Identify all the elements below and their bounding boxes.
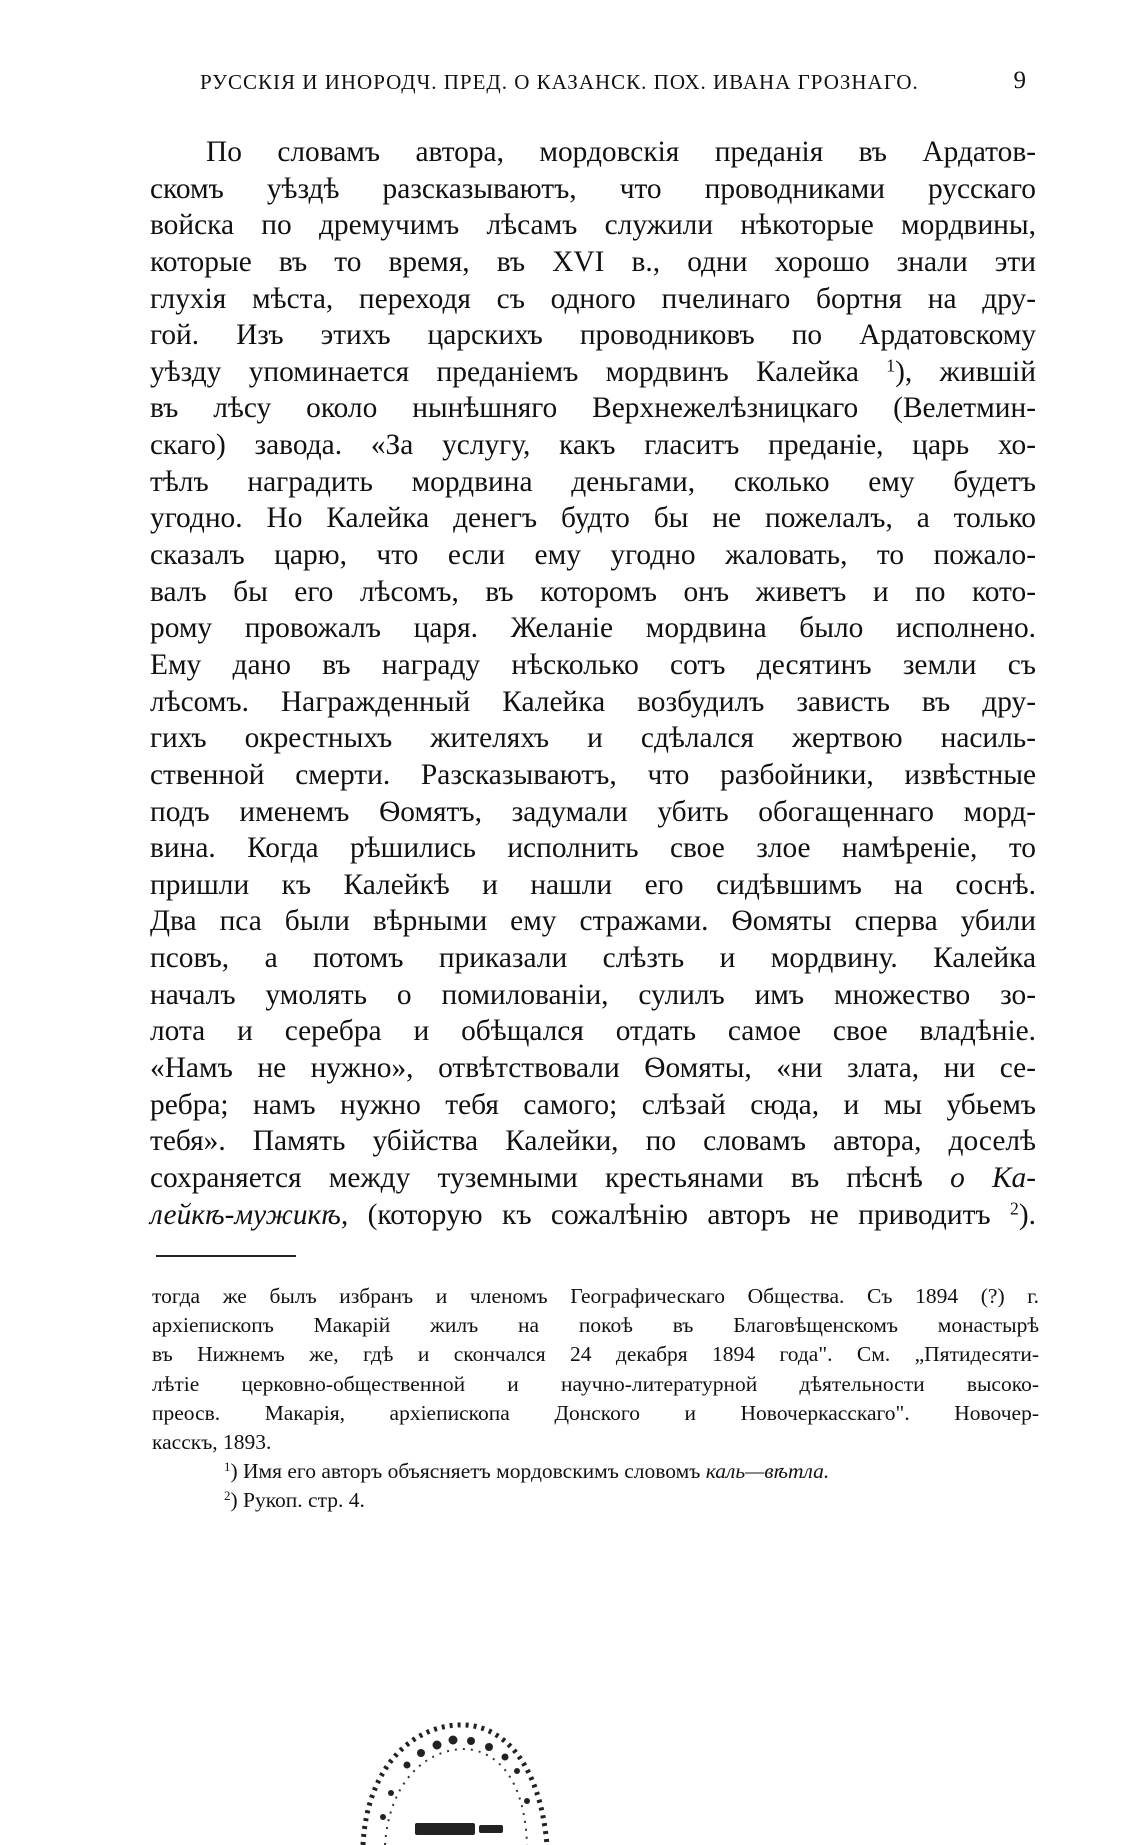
text-line: Два пса были вѣрными ему стражами. Ѳомяты сперва убили bbox=[150, 905, 1036, 938]
text-line: рому провожалъ царя. Желаніе мордвина было исполнено. bbox=[150, 612, 1036, 645]
text-fragment: ). bbox=[1018, 1198, 1036, 1231]
running-header bbox=[200, 67, 1026, 100]
text-fragment: уѣзду упоминается преданіемъ мордвинъ Калейка bbox=[150, 355, 859, 388]
text-line: По словамъ автора, мордовскія преданія въ Ардатов- bbox=[206, 136, 1036, 168]
text-line: вина. Когда рѣшились исполнить свое злое намѣреніе, то bbox=[150, 832, 1036, 865]
footnotes bbox=[152, 1282, 1039, 1516]
footnote-italic: каль—вѣтла. bbox=[705, 1459, 830, 1484]
footnote-separator bbox=[156, 1255, 296, 1257]
text-line: псовъ, а потомъ приказали слѣзть и мордвину. Калейка bbox=[150, 942, 1036, 975]
footnote-1 bbox=[152, 1457, 1039, 1486]
footnote-line: преосв. Макарія, архіепископа Донского и Новочеркасскаго". Новочер- bbox=[152, 1400, 1039, 1425]
text-line bbox=[150, 354, 1036, 391]
text-line: въ лѣсу около нынѣшняго Верхнежелѣзницкаго (Велетмин- bbox=[150, 392, 1036, 425]
footnote-ref-2: 2 bbox=[1010, 1197, 1019, 1218]
text-fragment: (которую къ сожалѣнію авторъ не приводитъ bbox=[348, 1198, 991, 1231]
footnote-line: касскъ, 1893. bbox=[152, 1429, 272, 1454]
text-line: тѣлъ наградить мордвина деньгами, сколько ему будетъ bbox=[150, 465, 1036, 498]
italic-song-title: лейкѣ-мужикѣ, bbox=[150, 1198, 349, 1231]
text-line: началъ умолять о помилованіи, сулилъ имъ множество зо- bbox=[150, 978, 1036, 1011]
footnote-line: тогда же былъ избранъ и членомъ Географическаго Общества. Съ 1894 (?) г. bbox=[152, 1284, 1039, 1308]
text-line: сказалъ царю, что если ему угодно жаловать, то пожало- bbox=[150, 539, 1036, 572]
text-line bbox=[150, 1160, 1036, 1197]
text-line: которые въ то время, въ XVI в., одни хорошо знали эти bbox=[150, 245, 1036, 278]
text-line bbox=[150, 1197, 1036, 1234]
text-line: Ему дано въ награду нѣсколько сотъ десятинъ земли съ bbox=[150, 648, 1036, 681]
footnote-line: лѣтіе церковно-общественной и научно-литературной дѣятельности высоко- bbox=[152, 1371, 1039, 1396]
footnote-ref-1: 1 bbox=[886, 355, 896, 376]
text-fragment: сохраняется между туземными крестьянами въ пѣснѣ bbox=[150, 1161, 923, 1194]
text-line: гой. Изъ этихъ царскихъ проводниковъ по Ардатовскому bbox=[150, 319, 1036, 352]
footnote-line: въ Нижнемъ же, гдѣ и скончался 24 декабря 1894 года". См. „Пятидесяти- bbox=[152, 1342, 1039, 1367]
text-line: скаго) завода. «За услугу, какъ гласитъ преданіе, царь хо- bbox=[150, 429, 1036, 462]
text-line: тебя». Память убійства Калейки, по словамъ автора, доселѣ bbox=[150, 1125, 1036, 1158]
text-line: лѣсомъ. Награжденный Калейка возбудилъ зависть въ дру- bbox=[150, 685, 1036, 718]
text-line: угодно. Но Калейка денегъ будто бы не пожелалъ, а только bbox=[150, 502, 1036, 535]
text-line: пришли къ Калейкѣ и нашли его сидѣвшимъ на соснѣ. bbox=[150, 868, 1036, 901]
text-fragment: ), жившій bbox=[895, 355, 1036, 388]
text-line: глухія мѣста, переходя съ одного пчелинаго бортня на дру- bbox=[150, 282, 1036, 315]
page-number: 9 bbox=[1013, 67, 1026, 94]
footnote-mark: 2 bbox=[224, 1489, 231, 1504]
text-line: лота и серебра и обѣщался отдать самое свое владѣніе. bbox=[150, 1015, 1036, 1048]
library-stamp bbox=[355, 1705, 555, 1845]
footnote-2 bbox=[152, 1486, 1039, 1515]
running-title: РУССКІЯ И ИНОРОДЧ. ПРЕД. О КАЗАНСК. ПОХ. ИВАНА ГРОЗНАГО. bbox=[200, 70, 919, 94]
text-line: ребра; намъ нужно тебя самого; слѣзай сюда, и мы убьемъ bbox=[150, 1088, 1036, 1121]
footnote-mark: 1 bbox=[224, 1460, 231, 1475]
footnote-line: архіепископъ Макарій жилъ на покоѣ въ Благовѣщенскомъ монастырѣ bbox=[152, 1313, 1039, 1338]
text-line: валъ бы его лѣсомъ, въ которомъ онъ живетъ и по кото- bbox=[150, 575, 1036, 608]
footnote-text: ) Рукоп. стр. 4. bbox=[230, 1488, 365, 1513]
footnote-text: ) Имя его авторъ объясняетъ мордовскимъ словомъ bbox=[230, 1459, 701, 1484]
text-line: скомъ уѣздѣ разсказываютъ, что проводниками русскаго bbox=[150, 172, 1036, 205]
text-line: войска по дремучимъ лѣсамъ служили нѣкоторые мордвины, bbox=[150, 209, 1036, 242]
text-line: гихъ окрестныхъ жителяхъ и сдѣлался жертвою насиль- bbox=[150, 722, 1036, 755]
main-paragraph bbox=[150, 134, 1036, 1233]
text-line: «Намъ не нужно», отвѣтствовали Ѳомяты, «ни злата, ни се- bbox=[150, 1052, 1036, 1085]
italic-song-title: о Ка- bbox=[950, 1161, 1036, 1194]
text-line: подъ именемъ Ѳомятъ, задумали убить обогащеннаго морд- bbox=[150, 795, 1036, 828]
text-line: ственной смерти. Разсказываютъ, что разбойники, извѣстные bbox=[150, 758, 1036, 791]
